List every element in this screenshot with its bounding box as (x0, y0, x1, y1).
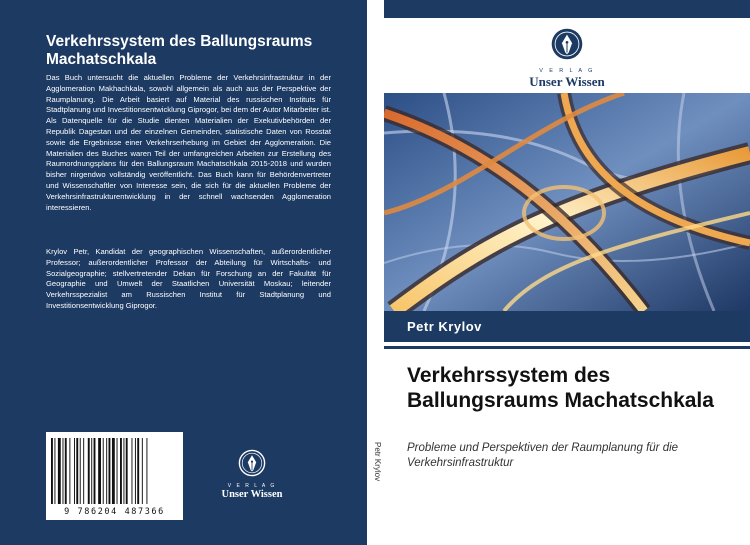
back-publisher-logo (212, 449, 292, 500)
front-cover-subtitle: Probleme und Perspektiven der Raumplanung für die Verkehrsinfrastruktur (407, 442, 679, 469)
front-cover (384, 0, 750, 545)
publisher-name: Unser Wissen (529, 74, 605, 89)
back-cover-title: Verkehrssystem des Ballungsraums Machatschkala (46, 33, 313, 68)
verlag-label: V E R L A G (539, 68, 595, 74)
spine-author: Petr Krylov (373, 442, 382, 482)
front-publisher-logo (517, 27, 617, 90)
pen-nib-emblem-icon (238, 449, 266, 477)
top-color-band (384, 0, 750, 18)
isbn-number: 9 786204 487366 (64, 507, 165, 517)
back-cover (0, 0, 367, 545)
book-description: Das Buch untersucht die aktuellen Probleme der Verkehrsinfrastruktur in der Agglomeration Makhachkala, sowohl allgemein als auch aus der Perspektive der Raumplanung. Die Arbeit basiert auf Material des russischen Instituts für Stadtplanung und Investitionsentwicklung Giprogor, bei dem der Autor Mitarbeiter ist. Als Datenquelle für die Studie dienten Materialien der Exekutivbehörden der Republik Dagestan und der einzelnen Gemeinden, statistische Daten von Rosstat sowie die Ergebnisse einer Verkehrserhebung im Gebiet der Agglomeration. Die Materialien des Buches waren Teil der umfangreichen Arbeiten zur Erstellung des Raumordnungsplans für den Ballungsraum Machatschkala 2015-2018 und wurden bisher nirgendwo vollständig veröffentlicht. Das Buch kann für Behördenvertreter und Wissenschaftler von Interesse sein, die sich für die aktuellen Probleme der Verkehrsinfrastrukturentwicklung in der schnell wachsenden Agglomeration interessieren. (46, 73, 331, 212)
front-cover-author: Petr Krylov (407, 319, 482, 334)
verlag-label: V E R L A G (227, 483, 277, 489)
publisher-name: Unser Wissen (221, 489, 283, 500)
divider-line (384, 346, 750, 349)
barcode-bars (50, 438, 179, 504)
highway-interchange-photo (384, 93, 750, 311)
author-biography: Krylov Petr, Kandidat der geographischen Wissenschaften, außerordentlicher Professor; außerordentlicher Professor der Abteilung für Wirtschafts- und Sozialgeographie; stellvertretender Dekan für Forschung an der Fakultät für Geographie und Umwelt der Staatlichen Universität Moskau; leitender Verkehrsspezialist am Russischen Institut für Stadtplanung und Investitionsentwicklung Giprogor. (46, 247, 331, 310)
isbn-barcode (46, 432, 183, 520)
pen-nib-emblem-icon (550, 27, 584, 61)
author-band (384, 311, 750, 342)
front-cover-title: Verkehrssystem des Ballungsraums Machatschkala (407, 364, 714, 412)
